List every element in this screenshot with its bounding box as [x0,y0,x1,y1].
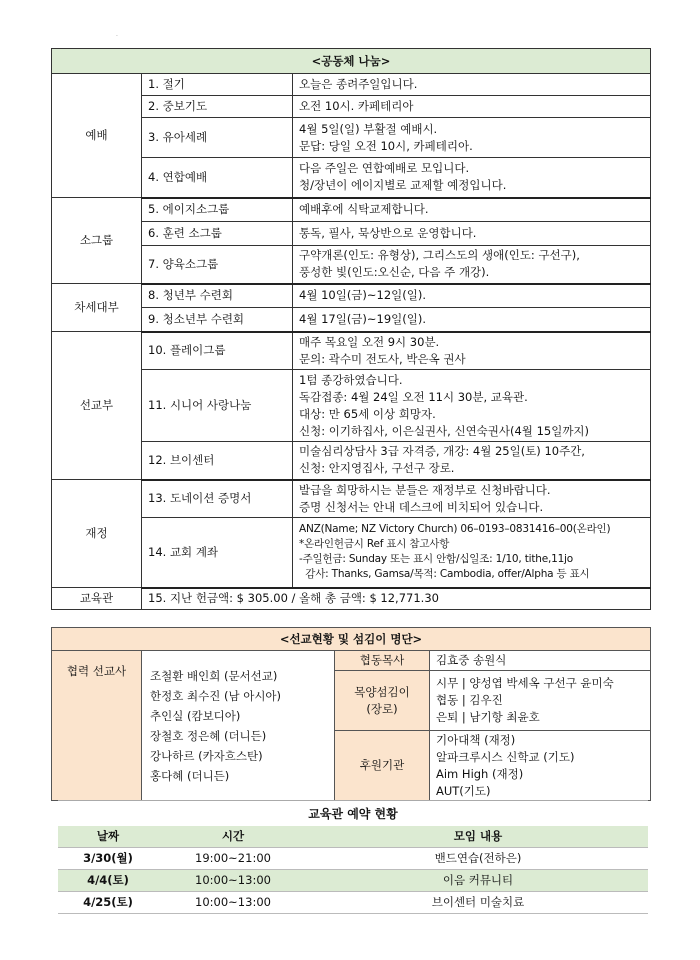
item-label: 1. 절기 [142,74,293,96]
column-header-content: 모임 내용 [308,826,648,848]
item-desc [293,158,651,198]
desc-line: 구약개론(인도: 유형상), 그리스도의 생애(인도: 구선구), [299,248,580,263]
item-desc [293,370,651,442]
item-label: 9. 청소년부 수련회 [142,308,293,332]
item-desc: 통독, 필사, 묵상반으로 운영합니다. [293,222,651,246]
item-label: 6. 훈련 소그룹 [142,222,293,246]
item-desc: 오전 10시. 카페테리아 [293,96,651,118]
item-desc [293,246,651,284]
column-header-date: 날짜 [58,826,158,848]
elders-list [430,671,651,731]
reservations-header-row [58,826,648,848]
item-desc [293,118,651,158]
sponsor-org-list [430,731,651,801]
sponsor-org-label: 후원기관 [335,731,430,801]
sponsor-line: Aim High (재정) [436,766,524,781]
category-education-hall: 교육관 [52,588,142,610]
item-label: 13. 도네이션 증명서 [142,480,293,518]
community-sharing-header: <공동체 나눔> [52,49,651,74]
elders-line: 협동 | 김우진 [436,693,503,707]
elders-label: 목양섬김이 (장로) [335,671,430,731]
desc-line: 문답: 당일 오전 10시, 카페테리아. [299,138,473,153]
reservation-content: 이음 커뮤니티 [308,870,648,892]
sponsor-line: AUT(기도) [436,783,491,798]
item-desc: 오늘은 종려주일입니다. [293,74,651,96]
table-row [58,892,648,914]
item-label: 5. 에이지소그룹 [142,198,293,222]
item-desc [293,480,651,518]
reservations-divider [58,800,648,801]
item-desc: 예배후에 식탁교제합니다. [293,198,651,222]
missionary-item: 강나하르 (카자흐스탄) [150,748,263,763]
category-small-groups: 소그룹 [52,198,142,284]
missionary-item: 장철호 정은혜 (더니든) [150,728,267,743]
associate-pastor-names: 김효중 송원식 [430,651,651,671]
missionary-item: 추인실 (캄보디아) [150,708,241,723]
reservation-time: 10:00~13:00 [158,870,308,892]
reservations-table [58,826,648,914]
partner-missionaries-label: 협력 선교사 [52,651,142,801]
item-desc [293,518,651,588]
missionary-item: 홍다혜 (더니든) [150,768,230,783]
desc-line: 매주 목요일 오전 9시 30분. [299,334,440,349]
missions-header: <선교현황 및 섬김이 명단> [52,628,651,651]
item-label: 2. 중보기도 [142,96,293,118]
item-label: 7. 양육소그룹 [142,246,293,284]
desc-line: 다음 주일은 연합예배로 모입니다. [299,161,470,176]
desc-line: 청/장년이 에이지별로 교제할 예정입니다. [299,178,507,193]
desc-line: 대상: 만 65세 이상 희망자. [299,406,436,421]
item-label: 4. 연합예배 [142,158,293,198]
item-desc: 4월 17일(금)~19일(일). [293,308,651,332]
item-label: 11. 시니어 사랑나눔 [142,370,293,442]
missionary-list [142,651,335,801]
elders-line: 은퇴 | 남기항 최윤호 [436,710,540,724]
item-desc: 4월 10일(금)~12일(일). [293,284,651,308]
reservations-title: 교육관 예약 현황 [308,807,398,821]
reservation-date: 4/25(토) [58,892,158,914]
desc-line: *온라인헌금시 Ref 표시 참고사항 [299,538,450,551]
desc-line: ANZ(Name; NZ Victory Church) 06–0193–0831416–00(온라인) [299,523,611,536]
desc-line: 미술심리상담사 3급 자격증, 개강: 4월 25일(토) 10주간, [299,444,585,459]
missionary-item: 한정호 최수진 (남 아시아) [150,688,282,703]
associate-pastor-label: 협동목사 [335,651,430,671]
desc-line: 발급을 희망하시는 분들은 재정부로 신청바랍니다. [299,482,551,497]
category-next-generation: 차세대부 [52,284,142,332]
missions-table [51,627,651,801]
item-desc [293,332,651,370]
offering-summary: 15. 지난 헌금액: $ 305.00 / 올해 총 금액: $ 12,771.30 [142,588,651,610]
desc-line: 신청: 안지영집사, 구선구 장로. [299,461,455,476]
item-desc [293,442,651,480]
item-label: 14. 교회 계좌 [142,518,293,588]
desc-line: 풍성한 빛(인도:오신순, 다음 주 개강). [299,265,490,280]
item-label: 12. 브이센터 [142,442,293,480]
reservation-content: 밴드연습(전하은) [308,848,648,870]
category-missions: 선교부 [52,332,142,480]
reservation-date: 3/30(월) [58,848,158,870]
table-row [58,848,648,870]
reservation-date: 4/4(토) [58,870,158,892]
missionary-item: 조철환 배인희 (문서선교) [150,668,278,683]
item-label: 8. 청년부 수련회 [142,284,293,308]
desc-line: 4월 5일(일) 부활절 예배시. [299,121,438,136]
elders-line: 시무 | 양성엽 박세옥 구선구 윤미숙 [436,676,614,690]
reservation-time: 10:00~13:00 [158,892,308,914]
sponsor-line: 기아대책 (재정) [436,732,516,747]
reservation-time: 19:00~21:00 [158,848,308,870]
table-row [58,870,648,892]
reservation-content: 브이센터 미술치료 [308,892,648,914]
desc-line: 독감접종: 4월 24일 오전 11시 30분, 교육관. [299,389,528,404]
desc-line: 증명 신청서는 안내 데스크에 비치되어 있습니다. [299,499,544,514]
community-sharing-table [51,48,651,610]
sponsor-line: 알파크루시스 신학교 (기도) [436,749,575,764]
scan-dot: · [116,33,118,40]
item-label: 10. 플레이그룹 [142,332,293,370]
desc-line: 감사: Thanks, Gamsa/목적: Cambodia, offer/Alpha 등 표시 [299,568,590,581]
category-worship: 예배 [52,74,142,198]
item-label: 3. 유아세례 [142,118,293,158]
category-finance: 재정 [52,480,142,588]
desc-line: 1텀 종강하였습니다. [299,372,403,387]
column-header-time: 시간 [158,826,308,848]
desc-line: 문의: 곽수미 전도사, 박은옥 권사 [299,351,466,366]
desc-line: 신청: 이기하집사, 이은실권사, 신연숙권사(4월 15일까지) [299,423,590,438]
desc-line: -주일헌금: Sunday 또는 표시 안함/십일조: 1/10, tithe,11jo [299,553,573,566]
